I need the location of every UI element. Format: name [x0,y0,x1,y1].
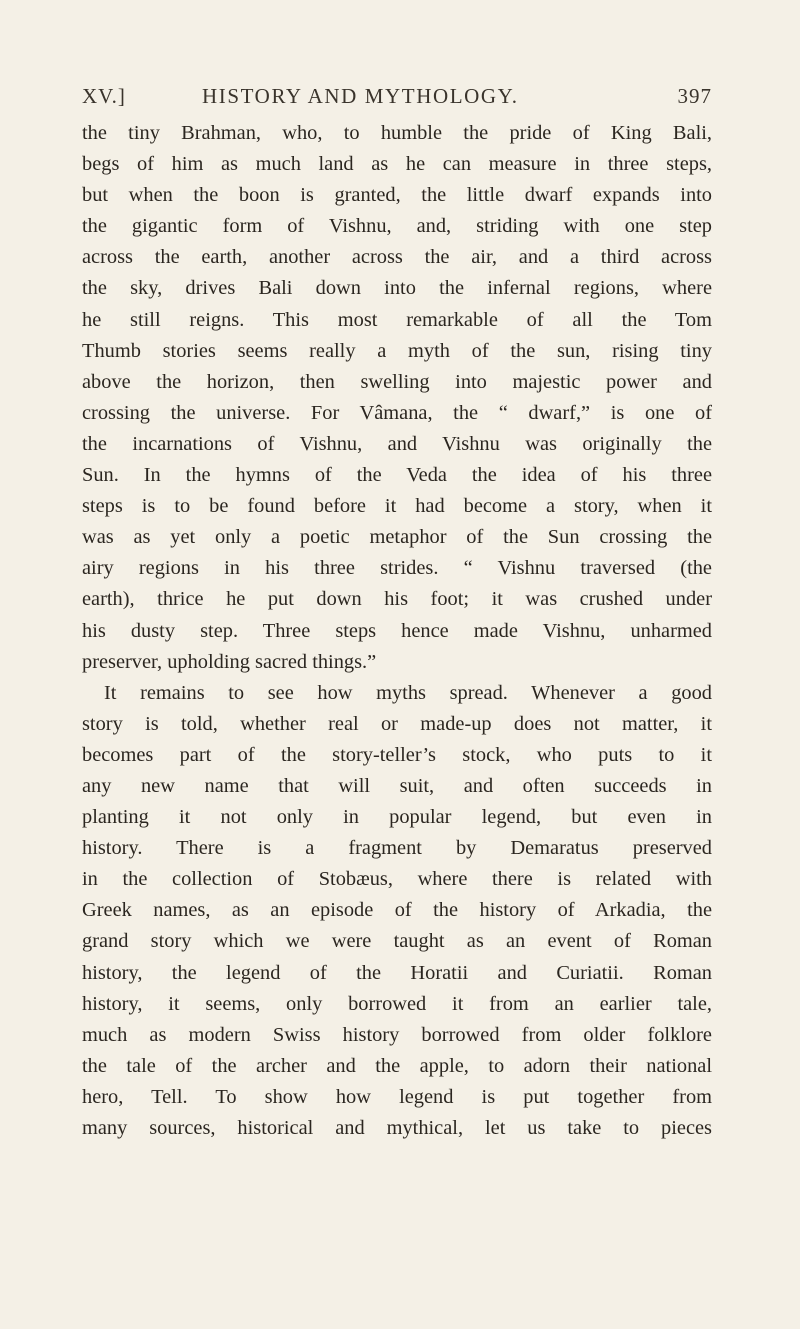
text-line: grand story which we were taught as an event of Roman [82,930,712,953]
paragraph-end-line: preserver, upholding sacred things.” [82,650,377,673]
text-line: Thumb stories seems really a myth of the sun, rising tiny [82,339,712,362]
text-line: history. There is a fragment by Demaratus preserved [82,837,712,860]
text-line: he still reigns. This most remarkable of all the Tom [82,308,712,331]
text-line: history, it seems, only borrowed it from an earlier tale, [82,992,712,1015]
text-line: history, the legend of the Horatii and Curiatii. Roman [82,961,712,984]
text-line: his dusty step. Three steps hence made Vishnu, unharmed [82,619,712,642]
text-line: but when the boon is granted, the little dwarf expands into [82,184,712,207]
text-line: above the horizon, then swelling into majestic power and [82,370,712,393]
text-line: the gigantic form of Vishnu, and, striding with one step [82,215,712,238]
text-line: airy regions in his three strides. “ Vishnu traversed (the [82,557,712,580]
text-line: Greek names, as an episode of the history of Arkadia, the [82,899,712,922]
text-line: planting it not only in popular legend, but even in [82,806,712,829]
page-number: 397 [677,84,712,108]
text-line: the sky, drives Bali down into the infernal regions, where [82,277,712,300]
running-head [82,84,712,114]
text-line: much as modern Swiss history borrowed from older folklore [82,1023,712,1046]
text-line: hero, Tell. To show how legend is put together from [82,1085,712,1108]
running-title: HISTORY AND MYTHOLOGY. [202,84,519,108]
text-line: steps is to be found before it had become a story, when it [82,495,712,518]
text-line: across the earth, another across the air, and a third across [82,246,712,269]
text-line: the tale of the archer and the apple, to adorn their national [82,1054,712,1077]
text-line: becomes part of the story-teller’s stock, who puts to it [82,743,712,766]
text-line: Sun. In the hymns of the Veda the idea of his three [82,464,712,487]
chapter-number: XV.] [82,84,126,108]
text-line: the incarnations of Vishnu, and Vishnu was originally the [82,432,712,455]
text-line: many sources, historical and mythical, let us take to pieces [82,1117,712,1139]
text-line: begs of him as much land as he can measure in three steps, [82,153,712,176]
body-text [82,118,712,1144]
paragraph-start-line: It remains to see how myths spread. Whenever a good [104,681,712,704]
text-line: the tiny Brahman, who, to humble the pride of King Bali, [82,122,712,144]
text-line: earth), thrice he put down his foot; it was crushed under [82,588,712,611]
text-line: story is told, whether real or made-up does not matter, it [82,712,712,735]
text-line: in the collection of Stobæus, where there is related with [82,868,712,891]
text-line: crossing the universe. For Vâmana, the “ dwarf,” is one of [82,401,712,424]
text-line: was as yet only a poetic metaphor of the Sun crossing the [82,526,712,549]
text-line: any new name that will suit, and often succeeds in [82,774,712,797]
